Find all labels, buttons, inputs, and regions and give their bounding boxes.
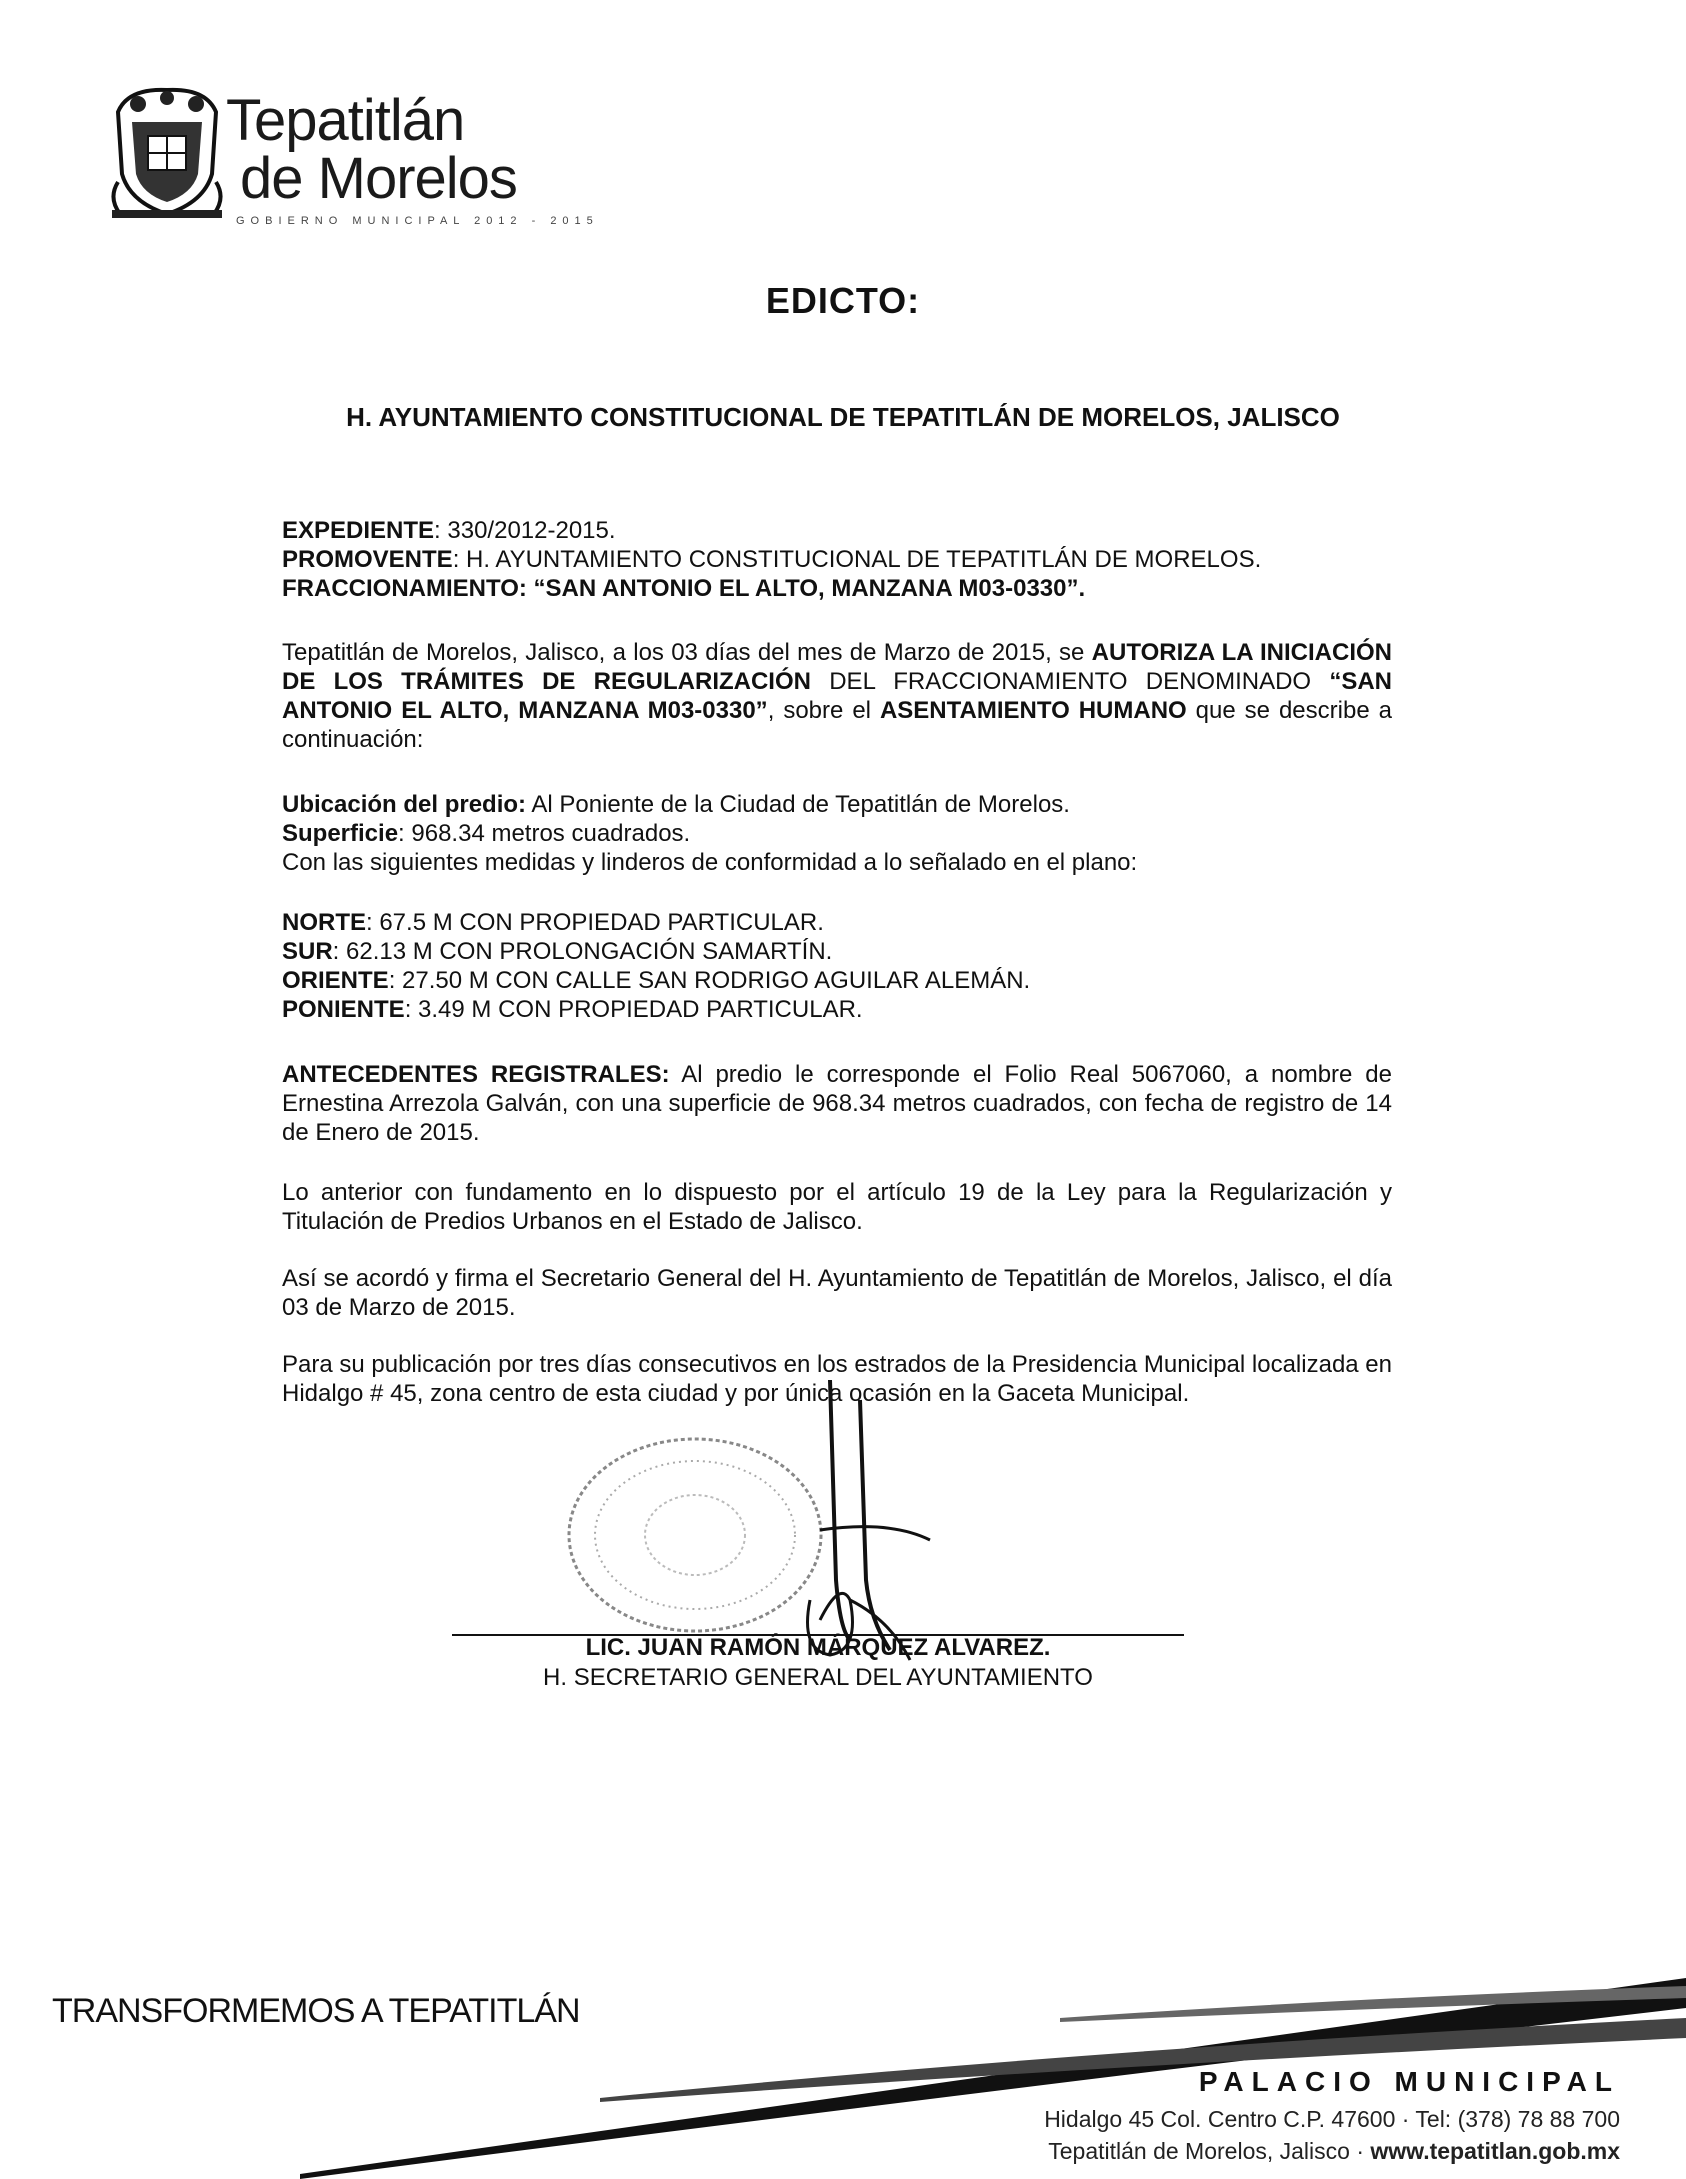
boundary-north <box>282 908 1392 937</box>
promovente-label: PROMOVENTE <box>282 546 453 573</box>
footer-website-link[interactable]: www.tepatitlan.gob.mx <box>1370 2138 1620 2164</box>
fraccionamiento-value: “SAN ANTONIO EL ALTO, MANZANA M03-0330”. <box>526 575 1086 602</box>
boundary-label: NORTE <box>282 909 366 936</box>
medidas-line: Con las siguientes medidas y linderos de conformidad a lo señalado en el plano: <box>282 849 1138 876</box>
coat-of-arms-icon <box>108 82 226 220</box>
authorization-text-1: Tepatitlán de Morelos, Jalisco, a los 03 días del mes de Marzo de 2015, se <box>282 639 1092 666</box>
location-block <box>282 790 1392 877</box>
agreement-paragraph <box>282 1264 1392 1322</box>
footer-city-line <box>1048 2138 1620 2165</box>
signatory-name: LIC. JUAN RAMÓN MÁRQUEZ ALVAREZ. <box>585 1634 1051 1661</box>
footer-city: Tepatitlán de Morelos, Jalisco · <box>1048 2138 1371 2164</box>
municipal-logo <box>108 82 628 232</box>
footer-slogan: TRANSFORMEMOS A TEPATITLÁN <box>52 1992 580 2030</box>
footer-title: PALACIO MUNICIPAL <box>1198 2066 1620 2097</box>
authorization-bold-1: AUTORIZA LA INICIACIÓN DE LOS TRÁMITES DE REGULARIZACIÓN <box>282 639 1392 695</box>
expediente-label: EXPEDIENTE <box>282 517 435 544</box>
agreement-text: Así se acordó y firma el Secretario General del H. Ayuntamiento de Tepatitlán de Morelos, Jalisco, el día 03 de Marzo de 2015. <box>282 1265 1392 1321</box>
ubicacion-line <box>282 790 1392 819</box>
record-block <box>282 516 1392 603</box>
footer-address: Hidalgo 45 Col. Centro C.P. 47600 · Tel: (378) 78 88 700 <box>1044 2106 1620 2132</box>
fraccionamiento-line <box>282 574 1392 603</box>
boundary-east <box>282 966 1392 995</box>
superficie-label: Superficie <box>282 820 399 847</box>
authorization-bold-3: ASENTAMIENTO HUMANO <box>879 697 1187 724</box>
authorization-text-3: , sobre el <box>767 697 880 724</box>
document-title: EDICTO: <box>765 280 921 321</box>
authorization-paragraph <box>282 638 1392 754</box>
ubicacion-value: Al Poniente de la Ciudad de Tepatitlán de Morelos. <box>526 791 1070 818</box>
boundary-value: : 67.5 M CON PROPIEDAD PARTICULAR. <box>366 909 824 936</box>
ubicacion-label: Ubicación del predio: <box>282 791 527 818</box>
authorization-text-4: que se describe a continuación: <box>282 697 1392 753</box>
boundaries-block <box>282 908 1392 1024</box>
signatory-role: H. SECRETARIO GENERAL DEL AYUNTAMIENTO <box>543 1664 1093 1691</box>
document-entity: H. AYUNTAMIENTO CONSTITUCIONAL DE TEPATITLÁN DE MORELOS, JALISCO <box>346 402 1340 432</box>
publication-text: Para su publicación por tres días consecutivos en los estrados de la Presidencia Municipal localizada en Hidalgo # 45, zona centro de esta ciudad y por única ocasión en la Gaceta Municipal. <box>282 1351 1392 1407</box>
boundary-west <box>282 995 1392 1024</box>
legal-basis-text: Lo anterior con fundamento en lo dispuesto por el artículo 19 de la Ley para la Regularización y Titulación de Predios Urbanos en el Estado de Jalisco. <box>282 1179 1392 1235</box>
fraccionamiento-label: FRACCIONAMIENTO: <box>282 575 527 602</box>
authorization-bold-2: “SAN ANTONIO EL ALTO, MANZANA M03-0330” <box>282 668 1393 724</box>
registry-value: Al predio le corresponde el Folio Real 5067060, a nombre de Ernestina Arrezola Galván, con una superficie de 968.34 metros cuadrados, con fecha de registro de 14 de Enero de 2015. <box>282 1061 1392 1146</box>
boundary-south <box>282 937 1392 966</box>
boundary-value: : 3.49 M CON PROPIEDAD PARTICULAR. <box>404 996 863 1023</box>
registry-paragraph <box>282 1060 1392 1147</box>
expediente-line <box>282 516 1392 545</box>
superficie-line <box>282 819 1392 848</box>
expediente-value: : 330/2012-2015. <box>434 517 616 544</box>
registry-label: ANTECEDENTES REGISTRALES: <box>282 1061 670 1088</box>
boundary-value: : 27.50 M CON CALLE SAN RODRIGO AGUILAR ALEMÁN. <box>388 967 1031 994</box>
boundary-value: : 62.13 M CON PROLONGACIÓN SAMARTÍN. <box>332 938 833 965</box>
logo-name-line2: de Morelos <box>240 146 517 211</box>
superficie-value: : 968.34 metros cuadrados. <box>398 820 691 847</box>
boundary-label: SUR <box>282 938 333 965</box>
legal-basis-paragraph <box>282 1178 1392 1236</box>
logo-subtitle: GOBIERNO MUNICIPAL 2012 - 2015 <box>236 215 599 227</box>
promovente-value: : H. AYUNTAMIENTO CONSTITUCIONAL DE TEPATITLÁN DE MORELOS. <box>452 546 1262 573</box>
promovente-line <box>282 545 1392 574</box>
boundary-label: ORIENTE <box>282 967 389 994</box>
boundary-label: PONIENTE <box>282 996 405 1023</box>
authorization-text-2: DEL FRACCIONAMIENTO DENOMINADO <box>810 668 1330 695</box>
logo-name-line1: Tepatitlán <box>226 88 465 153</box>
